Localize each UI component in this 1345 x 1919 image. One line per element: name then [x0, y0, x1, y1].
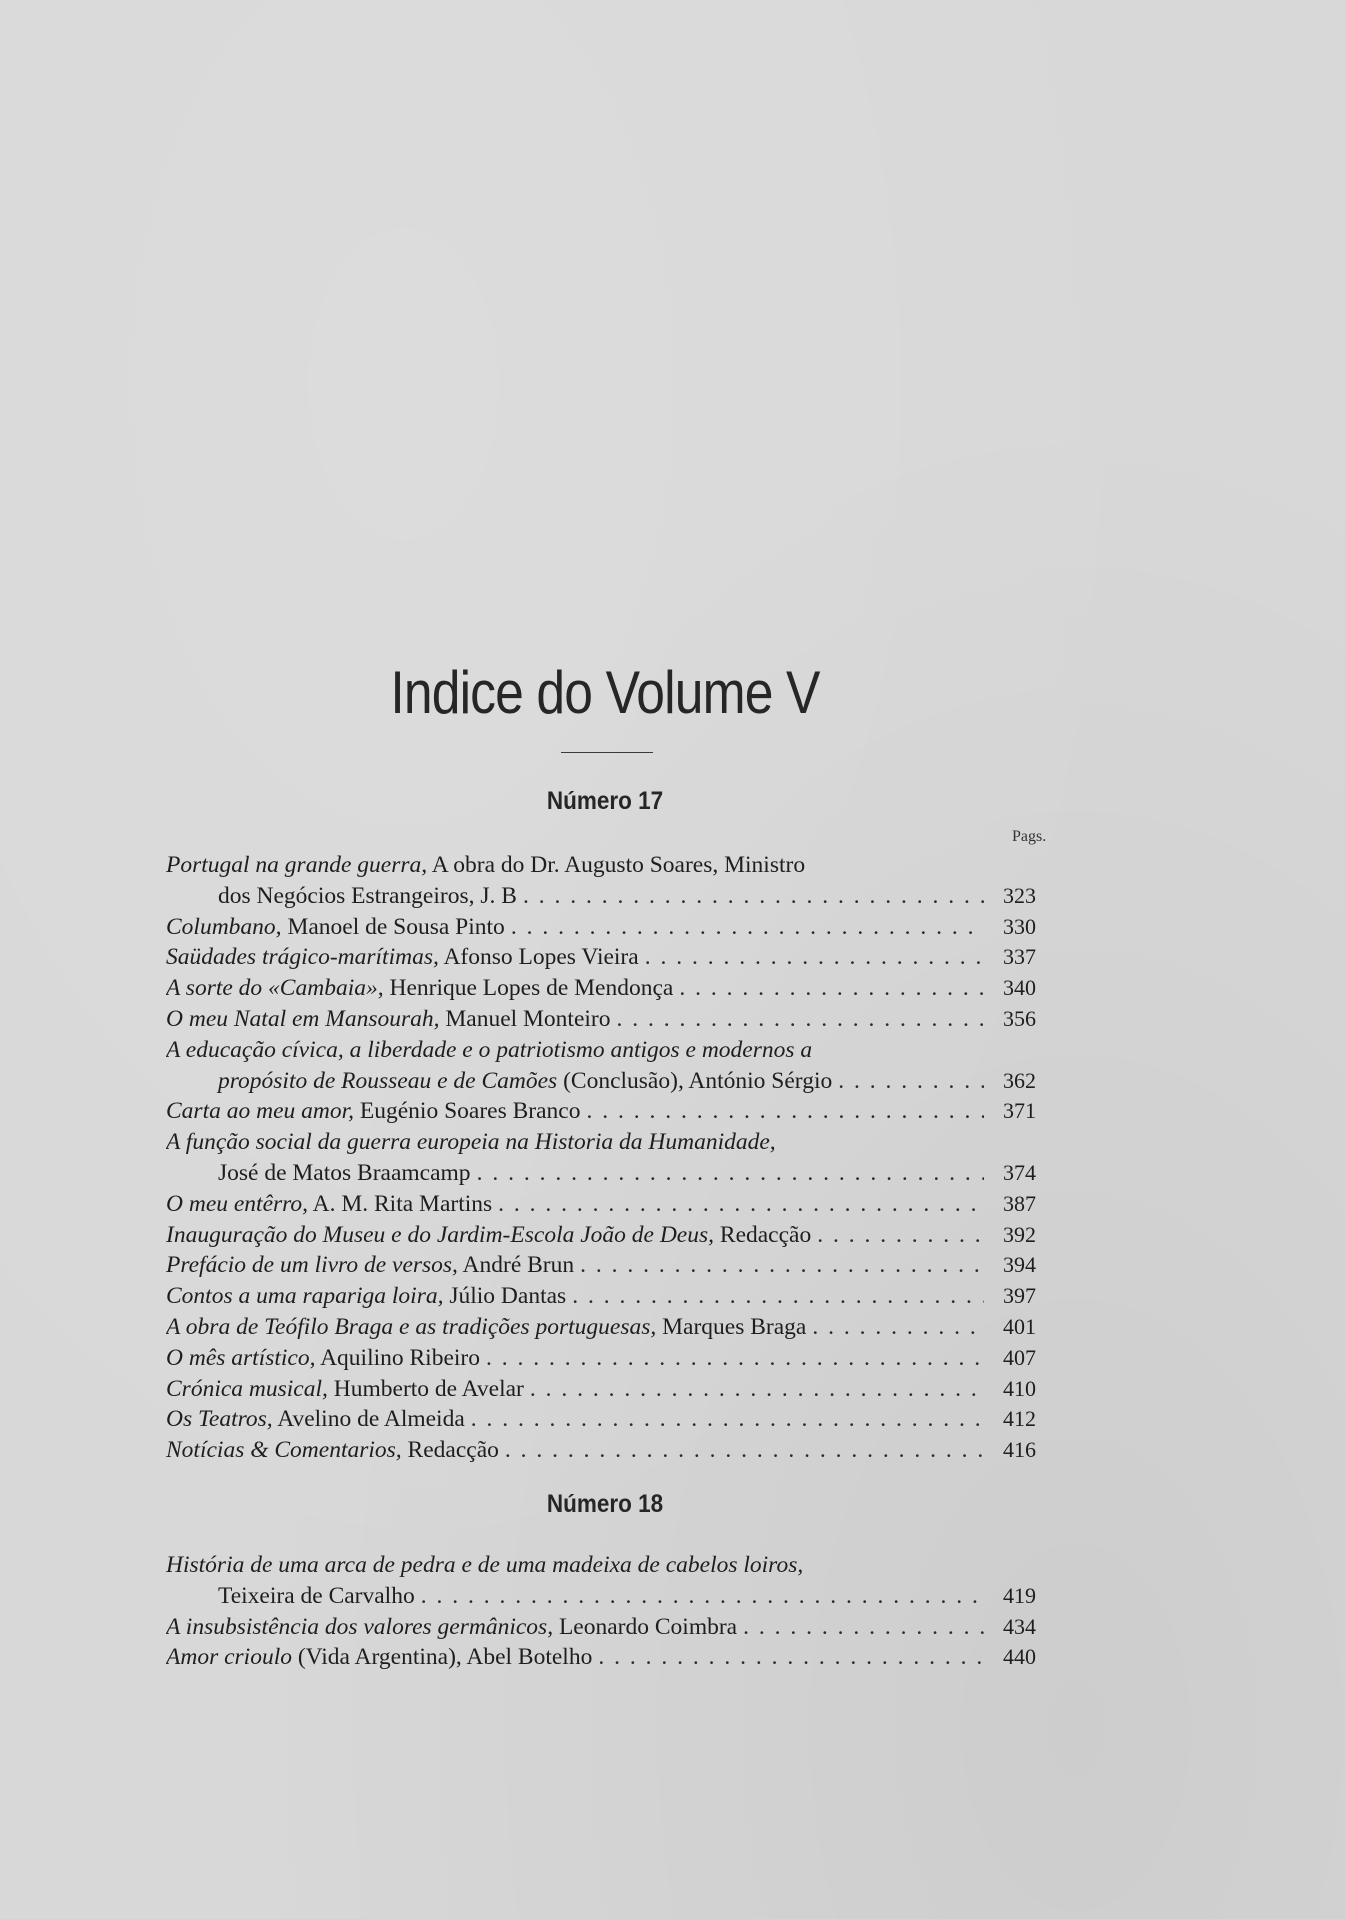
toc-entry: [166, 1004, 1036, 1035]
entry-author: Manoel de Sousa Pinto: [281, 913, 505, 940]
entry-author: Aquilino Ribeiro: [315, 1344, 480, 1371]
toc-entry-text: [166, 973, 673, 1004]
page-number: 412: [1003, 1406, 1036, 1432]
toc-entry-line: [166, 1581, 1036, 1612]
toc-entry-line: [166, 1312, 1036, 1343]
toc-entry-text: [166, 1189, 492, 1220]
page-number: 419: [1003, 1582, 1036, 1608]
entry-author: Leonardo Coimbra: [553, 1613, 738, 1640]
toc-entry: [166, 1642, 1036, 1673]
toc-entry-line: [166, 942, 1036, 973]
toc-entry: [166, 1374, 1036, 1405]
toc-entry-line: [166, 850, 1036, 881]
leader-dots: [611, 1004, 985, 1035]
toc-entry-line: [166, 1404, 1036, 1435]
toc-entry-line: [166, 973, 1036, 1004]
leader-dots: [517, 881, 984, 912]
entry-author: Redacção: [401, 1437, 499, 1464]
toc-entry-text: [166, 1435, 499, 1466]
entry-author: (Vida Argentina), Abel Botelho: [291, 1644, 593, 1671]
leader-dots: [574, 1250, 984, 1281]
toc-entry-line: [166, 1642, 1036, 1673]
section-heading-numero-18: Número 18: [546, 1490, 664, 1518]
toc-entry: [166, 1612, 1036, 1643]
toc-entry: [166, 1404, 1036, 1435]
toc-entry-text: [166, 850, 805, 881]
leader-dots: [492, 1189, 984, 1220]
toc-entry-text: [218, 1581, 415, 1612]
toc-entry-text: [166, 1642, 592, 1673]
entry-title: Columbano,: [166, 913, 282, 940]
leader-dots: [580, 1096, 984, 1127]
entry-title: Crónica musical,: [166, 1375, 328, 1402]
leader-dots: [811, 1220, 984, 1251]
toc-entry-line: [166, 1189, 1036, 1220]
toc-entry-text: [166, 1281, 566, 1312]
entry-title: Saüdades trágico-marítimas,: [166, 944, 439, 971]
leader-dots: [471, 1158, 984, 1189]
toc-entry-text: [166, 1250, 574, 1281]
page-number: 397: [1003, 1283, 1036, 1309]
page-number: 330: [1003, 913, 1036, 939]
section-heading-numero-17: Número 17: [546, 787, 664, 815]
entry-title: Portugal na grande guerra,: [166, 852, 428, 878]
entry-author: Humberto de Avelar: [327, 1375, 524, 1402]
entry-author: Eugénio Soares Branco: [354, 1098, 581, 1125]
leader-dots: [505, 912, 984, 943]
toc-entry-text: [166, 942, 639, 973]
toc-entry-text: [166, 1096, 580, 1127]
page-number: 387: [1003, 1190, 1036, 1216]
toc-entry-text: [166, 1127, 776, 1158]
leader-dots: [639, 942, 984, 973]
toc-entry-line: [166, 1004, 1036, 1035]
toc-entry-line: [166, 1612, 1036, 1643]
toc-entry: [166, 1550, 1036, 1612]
entry-title: Inauguração do Museu e do Jardim-Escola João de Deus,: [166, 1221, 715, 1248]
toc-entry-text: [166, 1374, 524, 1405]
toc-entry: [166, 973, 1036, 1004]
toc-entry-line: [166, 1374, 1036, 1405]
entry-author: Manuel Monteiro: [439, 1005, 611, 1032]
toc-entry-text: [166, 1312, 806, 1343]
leader-dots: [806, 1312, 984, 1343]
entry-title: Prefácio de um livro de versos,: [166, 1252, 458, 1279]
toc-entry: [166, 1312, 1036, 1343]
toc-numero-17: [166, 850, 1036, 1466]
page-number: 356: [1003, 1005, 1036, 1031]
toc-entry: [166, 1281, 1036, 1312]
toc-entry-text: [166, 1220, 811, 1251]
leader-dots: [566, 1281, 984, 1312]
toc-entry-text: [166, 1612, 737, 1643]
title-divider: [561, 752, 653, 753]
toc-entry-line: [166, 1096, 1036, 1127]
toc-entry: [166, 1096, 1036, 1127]
toc-numero-18: [166, 1550, 1036, 1673]
entry-author: André Brun: [457, 1252, 575, 1279]
toc-entry-text: [218, 881, 517, 912]
toc-entry-text: [218, 1066, 832, 1097]
entry-title: Notícias & Comentarios,: [166, 1437, 402, 1464]
entry-title: Contos a uma rapariga loira,: [166, 1283, 444, 1310]
toc-entry-line: [166, 1281, 1036, 1312]
page-number: 394: [1003, 1252, 1036, 1278]
page-number: 371: [1003, 1098, 1036, 1124]
entry-title: Amor crioulo: [166, 1644, 292, 1671]
leader-dots: [832, 1066, 984, 1097]
entry-author: Henrique Lopes de Mendonça: [383, 975, 674, 1002]
toc-entry-text: [166, 1550, 803, 1581]
page-number: 434: [1003, 1613, 1036, 1639]
entry-author: Marques Braga: [656, 1313, 807, 1340]
toc-entry-text: [166, 1004, 611, 1035]
toc-entry-text: [166, 1035, 812, 1066]
toc-entry-text: [166, 1404, 465, 1435]
toc-entry-line: [166, 1158, 1036, 1189]
toc-entry-line: [166, 1220, 1036, 1251]
leader-dots: [480, 1343, 984, 1374]
entry-author: A obra do Dr. Augusto Soares, Ministro: [427, 852, 806, 878]
toc-entry-line: [166, 1435, 1036, 1466]
page-number: 440: [1003, 1644, 1036, 1670]
leader-dots: [415, 1581, 984, 1612]
toc-entry: [166, 1127, 1036, 1189]
entry-author: A. M. Rita Martins: [308, 1190, 493, 1217]
page-number: 362: [1003, 1067, 1036, 1093]
page-number: 416: [1003, 1437, 1036, 1463]
entry-title: O mês artístico,: [166, 1344, 316, 1371]
leader-dots: [673, 973, 984, 1004]
entry-author: José de Matos Braamcamp: [218, 1159, 471, 1186]
toc-entry: [166, 850, 1036, 912]
entry-title: O meu entêrro,: [166, 1190, 309, 1217]
entry-author: Júlio Dantas: [443, 1283, 567, 1310]
toc-entry: [166, 1250, 1036, 1281]
toc-entry-text: [166, 1343, 480, 1374]
leader-dots: [592, 1642, 984, 1673]
toc-entry-text: [218, 1158, 471, 1189]
toc-entry-line: [166, 1343, 1036, 1374]
entry-title: A educação cívica, a liberdade e o patriotismo antigos e modernos a: [166, 1036, 813, 1063]
toc-entry: [166, 1035, 1036, 1097]
toc-entry: [166, 1435, 1036, 1466]
leader-dots: [465, 1404, 984, 1435]
entry-title: A função social da guerra europeia na Historia da Humanidade,: [166, 1129, 776, 1156]
toc-entry-line: [166, 912, 1036, 943]
page-number: 401: [1003, 1313, 1036, 1339]
page-number: 340: [1003, 975, 1036, 1001]
entry-title: O meu Natal em Mansourah,: [166, 1005, 440, 1032]
toc-entry-text: [166, 912, 505, 943]
toc-entry: [166, 1343, 1036, 1374]
entry-title: A obra de Teófilo Braga e as tradições portuguesas,: [166, 1313, 657, 1340]
page-number: 337: [1003, 944, 1036, 970]
toc-entry-line: [166, 1127, 1036, 1158]
toc-entry-line: [166, 1250, 1036, 1281]
page-number: 407: [1003, 1344, 1036, 1370]
entry-author: Teixeira de Carvalho: [218, 1582, 415, 1609]
toc-entry: [166, 1220, 1036, 1251]
entry-title: A insubsistência dos valores germânicos,: [166, 1613, 554, 1640]
entry-author: Avelino de Almeida: [272, 1406, 465, 1433]
leader-dots: [737, 1612, 984, 1643]
page-number: 392: [1003, 1221, 1036, 1247]
entry-author: dos Negócios Estrangeiros, J. B: [218, 882, 517, 909]
toc-entry-line: [166, 1550, 1036, 1581]
toc-entry: [166, 912, 1036, 943]
toc-entry-line: [166, 1035, 1036, 1066]
leader-dots: [499, 1435, 984, 1466]
entry-title: História de uma arca de pedra e de uma madeixa de cabelos loiros,: [166, 1552, 804, 1578]
toc-entry: [166, 942, 1036, 973]
toc-entry-line: [166, 881, 1036, 912]
entry-author: Afonso Lopes Vieira: [438, 944, 639, 971]
entry-title-continued: propósito de Rousseau e de Camões: [218, 1067, 558, 1094]
page-title: Indice do Volume V: [390, 659, 820, 726]
entry-author: (Conclusão), António Sérgio: [557, 1067, 833, 1094]
entry-title: Carta ao meu amor,: [166, 1098, 355, 1125]
page-number: 374: [1003, 1159, 1036, 1185]
entry-title: Os Teatros,: [166, 1406, 273, 1433]
page-number: 323: [1003, 882, 1036, 908]
page-number: 410: [1003, 1375, 1036, 1401]
pags-label: Pags.: [1012, 828, 1047, 845]
toc-entry-line: [166, 1066, 1036, 1097]
entry-author: Redacção: [714, 1221, 812, 1248]
entry-title: A sorte do «Cambaia»,: [166, 975, 384, 1002]
leader-dots: [524, 1374, 984, 1405]
toc-entry: [166, 1189, 1036, 1220]
